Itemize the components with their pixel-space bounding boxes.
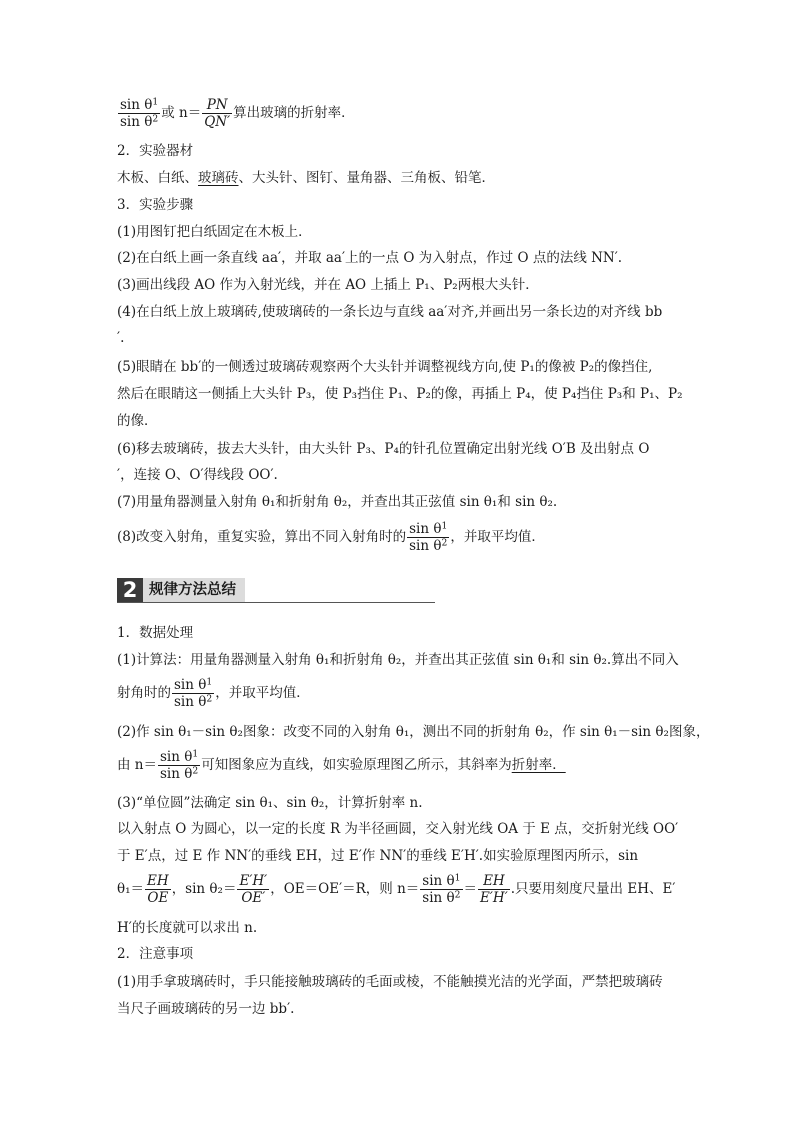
ehp-oep-fraction: $\frac{E'H'}{OE'}$ (239, 873, 268, 907)
sin-ratio-fraction: $\frac{\sin \theta^1}{\sin \theta^2}$ (120, 96, 159, 131)
note-1-line-1: (1)用手拿玻璃砖时，手只能接触玻璃砖的毛面或棱，不能触摸光洁的光学面，严禁把玻璃砖 (117, 974, 663, 990)
method-1-line-1: (1)计算法：用量角器测量入射角 θ₁和折射角 θ₂，并查出其正弦值 sin θ₁和 sin θ₂.算出不同入 (117, 652, 679, 668)
sin-ratio-fraction: $\frac{\sin \theta^1}{\sin \theta^2}$ (422, 872, 461, 907)
step-4-line-1: (4)在白纸上放上玻璃砖,使玻璃砖的一条长边与直线 aa′对齐,并画出另一条长边的对齐线 bb (117, 304, 663, 320)
method-3-line-2: 以入射点 O 为圆心，以一定的长度 R 为半径画圆，交入射光线 OA 于 E 点，交折射光线 OO′ (117, 821, 679, 837)
refractive-index-underlined: 折射率． (511, 757, 566, 774)
intro-formula-line: $\frac{\sin \theta^1}{\sin \theta^2}$ 或 n＝ $\frac{PN}{QN'}$ 算出玻璃的折射率． (120, 96, 355, 131)
sin-ratio-fraction: $\frac{\sin \theta^1}{\sin \theta^2}$ (160, 748, 199, 783)
step-1: (1)用图钉把白纸固定在木板上． (117, 224, 312, 240)
method-3-line-3: 于 E′点，过 E 作 NN′的垂线 EH，过 E′作 NN′的垂线 E′H′.如实验原理图丙所示，sin (117, 848, 639, 864)
step-8: (8)改变入射角，重复实验，算出不同入射角时的 $\frac{\sin \theta^1}{\sin \theta^2}$ ，并取平均值． (117, 520, 545, 555)
method-1-line-2: 射角时的 $\frac{\sin \theta^1}{\sin \theta^2}$ ，并取平均值． (117, 676, 310, 711)
method-3-line-4: θ₁＝ $\frac{EH}{OE}$ ，sin θ₂＝ $\frac{E'H'}{OE'}$ ，OE＝OE′＝R，则 n＝ $\frac{\sin \theta^1}{\sin \theta^2}$ ＝ $\frac{EH}{E'H'}$ .只要用刻度尺量出 EH、E′ (117, 872, 676, 907)
sin-ratio-fraction: $\frac{\sin \theta^1}{\sin \theta^2}$ (174, 676, 213, 711)
step-6-line-1: (6)移去玻璃砖，拔去大头针，由大头针 P₃、P₄的针孔位置确定出射光线 O′B 及出射点 O (117, 441, 650, 457)
steps-heading: 3．实验步骤 (117, 197, 194, 213)
equipment-heading: 2．实验器材 (117, 143, 194, 159)
eh-oe-fraction: $\frac{EH}{OE}$ (147, 873, 169, 907)
method-2-line-2: 由 n＝ $\frac{\sin \theta^1}{\sin \theta^2}$ 可知图象应为直线，如实验原理图乙所示，其斜率为折射率． (117, 748, 566, 783)
step-4-line-2: ′. (117, 330, 125, 346)
method-3-line-1: (3)“单位圆”法确定 sin θ₁、sin θ₂，计算折射率 n. (117, 795, 423, 811)
equipment-list: 木板、白纸、玻璃砖、大头针、图钉、量角器、三角板、铅笔． (117, 170, 495, 186)
section-divider (117, 602, 435, 603)
step-5-line-3: 的像． (117, 413, 158, 429)
notes-heading: 2．注意事项 (117, 946, 194, 962)
step-2: (2)在白纸上画一条直线 aa′，并取 aa′上的一点 O 为入射点，作过 O 点的法线 NN′. (117, 250, 623, 266)
step-6-line-2: ′，连接 O、O′得线段 OO′. (117, 467, 278, 483)
note-1-line-2: 当尺子画玻璃砖的另一边 bb′. (117, 1001, 295, 1017)
method-2-line-1: (2)作 sin θ₁－sin θ₂图象：改变不同的入射角 θ₁，测出不同的折射角 θ₂，作 sin θ₁－sin θ₂图象， (117, 724, 710, 740)
section-title: 规律方法总结 (143, 578, 245, 602)
sin-ratio-fraction: $\frac{\sin \theta^1}{\sin \theta^2}$ (409, 520, 448, 555)
step-3: (3)画出线段 AO 作为入射光线，并在 AO 上插上 P₁、P₂两根大头针． (117, 277, 539, 293)
step-7: (7)用量角器测量入射角 θ₁和折射角 θ₂，并查出其正弦值 sin θ₁和 sin θ₂. (117, 494, 558, 510)
pn-qn-fraction: $\frac{PN}{QN'}$ (204, 97, 231, 131)
step-5-line-2: 然后在眼睛这一侧插上大头针 P₃，使 P₃挡住 P₁、P₂的像，再插上 P₄，使 P₄挡住 P₃和 P₁、P₂ (117, 386, 683, 402)
eh-ehp-fraction: $\frac{EH}{E'H'}$ (480, 873, 508, 907)
section-number-badge: 2 (117, 578, 143, 602)
step-5-line-1: (5)眼睛在 bb′的一侧透过玻璃砖观察两个大头针并调整视线方向,使 P₁的像被 P₂的像挡住, (117, 359, 653, 375)
method-3-line-5: H′的长度就可以求出 n. (117, 920, 258, 936)
glass-brick-underlined: 玻璃砖 (198, 170, 239, 186)
data-processing-heading: 1．数据处理 (117, 625, 194, 641)
